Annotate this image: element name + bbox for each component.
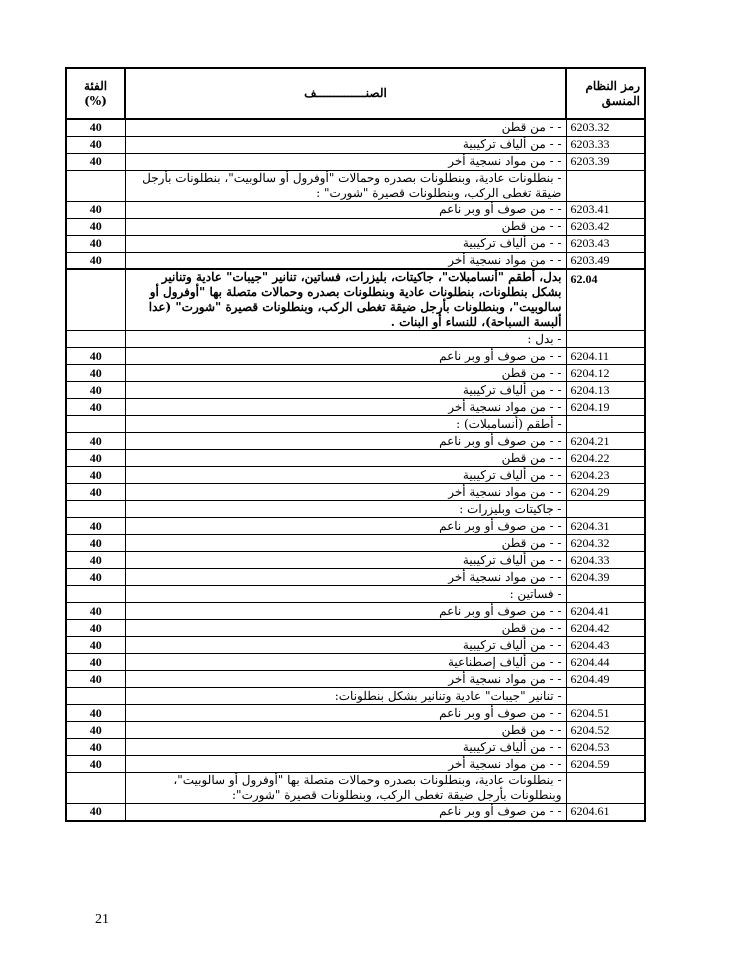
rate-cell [66,688,125,705]
hs-code-cell [566,586,645,603]
rate-cell [66,331,125,348]
header-description: الصنــــــــــــــف [125,68,566,119]
hs-code-cell [566,688,645,705]
hs-code-cell: 6204.44 [566,654,645,671]
description-cell: - - من مواد نسجية أخر [125,756,566,773]
table-row [66,671,645,688]
rate-cell [66,269,125,331]
rate-cell [66,501,125,518]
table-header-row [66,68,645,119]
description-cell: - بنطلونات عادية، وبنطلونات بصدره وحمالات متصلة بها "أوفرول أو سالوبيت"، وبنطلونات بأرجل ضيقة تغطى الركب، وبنطلونات قصيرة "شورت": [125,773,566,804]
description-cell: - - من ألياف تركيبية [125,467,566,484]
subheading-row [66,688,645,705]
table-row [66,119,645,136]
description-cell: - - من صوف أو وبر ناعم [125,603,566,620]
rate-cell [66,773,125,804]
header-code [566,68,645,119]
rate-cell: 40 [66,136,125,153]
rate-cell: 40 [66,518,125,535]
rate-cell: 40 [66,705,125,722]
rate-cell [66,170,125,201]
description-cell: - - من صوف أو وبر ناعم [125,348,566,365]
hs-code-cell: 6204.31 [566,518,645,535]
hs-code-cell: 6204.33 [566,552,645,569]
description-cell: - فساتين : [125,586,566,603]
rate-cell: 40 [66,739,125,756]
hs-code-cell: 6203.33 [566,136,645,153]
table-row [66,569,645,586]
hs-code-cell: 6204.19 [566,399,645,416]
hs-code-cell: 6204.32 [566,535,645,552]
hs-code-cell: 6204.13 [566,382,645,399]
rate-cell: 40 [66,450,125,467]
subheading-row [66,773,645,804]
table-body [66,119,645,821]
table-row [66,218,645,235]
rate-cell: 40 [66,569,125,586]
rate-cell: 40 [66,153,125,170]
hs-code-cell [566,331,645,348]
description-cell: - - من ألياف تركيبية [125,552,566,569]
table-row [66,518,645,535]
hs-code-cell: 6204.43 [566,637,645,654]
rate-cell: 40 [66,119,125,136]
table-row [66,722,645,739]
hs-code-cell: 6204.41 [566,603,645,620]
description-cell: بدل، أطقم "أنسامبلات"، جاكيتات، بليزرات، فساتين، تنانير "جيبات" عادية وتنانير بشكل بنطلونات، بنطلونات عادية وبنطلونات بصدره وحمالات متصلة بها "أوفرول أو سالوبيت"، وبنطلونات بأرجل ضيقة تغطى الركب، وبنطلونات قصيرة "شورت" (عدا ألبسة السباحة)، للنساء أو البنات . [125,269,566,331]
description-cell: - - من قطن [125,450,566,467]
header-code-line2: المنسق [601,93,640,108]
description-cell: - - من ألياف تركيبية [125,235,566,252]
hs-code-cell: 6204.29 [566,484,645,501]
hs-code-cell [566,501,645,518]
hs-code-cell: 6204.23 [566,467,645,484]
rate-cell: 40 [66,399,125,416]
table-row [66,382,645,399]
hs-code-cell: 6204.21 [566,433,645,450]
description-cell: - جاكيتات وبليزرات : [125,501,566,518]
description-cell: - - من صوف أو وبر ناعم [125,705,566,722]
table-row [66,739,645,756]
rate-cell: 40 [66,535,125,552]
table-row [66,365,645,382]
hs-code-cell: 6204.61 [566,804,645,821]
hs-code-cell: 6203.41 [566,201,645,218]
rate-cell: 40 [66,467,125,484]
rate-cell: 40 [66,637,125,654]
hs-code-cell: 6203.43 [566,235,645,252]
table-row [66,637,645,654]
rate-cell: 40 [66,484,125,501]
table-row [66,654,645,671]
hs-code-cell: 6204.53 [566,739,645,756]
subheading-row [66,170,645,201]
description-cell: - - من قطن [125,722,566,739]
description-cell: - - من مواد نسجية أخر [125,569,566,586]
table-row [66,620,645,637]
rate-cell: 40 [66,365,125,382]
hs-code-cell: 6203.42 [566,218,645,235]
header-code-line1: رمز النظام [585,78,640,93]
description-cell: - - من قطن [125,218,566,235]
hs-code-cell [566,170,645,201]
rate-cell: 40 [66,756,125,773]
rate-cell: 40 [66,603,125,620]
description-cell: - بنطلونات عادية، وبنطلونات بصدره وحمالات "أوفرول أو سالوبيت"، بنطلونات بأرجل ضيقة تغطى الركب، وبنطلونات قصيرة "شورت" : [125,170,566,201]
rate-cell: 40 [66,804,125,821]
description-cell: - أطقم (أنسامبلات) : [125,416,566,433]
rate-cell: 40 [66,552,125,569]
table-row [66,804,645,821]
subheading-row [66,586,645,603]
table-row [66,399,645,416]
rate-cell [66,416,125,433]
table-row [66,252,645,269]
hs-code-cell: 6204.51 [566,705,645,722]
rate-cell: 40 [66,433,125,450]
table-row [66,756,645,773]
table-row [66,552,645,569]
rate-cell: 40 [66,620,125,637]
description-cell: - - من ألياف تركيبية [125,136,566,153]
hs-code-cell: 6204.12 [566,365,645,382]
tariff-table [65,67,646,822]
subheading-row [66,501,645,518]
heading-row [66,269,645,331]
header-rate-line2: (%) [84,93,107,108]
hs-code-cell [566,416,645,433]
table-row [66,433,645,450]
header-rate [66,68,125,119]
description-cell: - - من قطن [125,119,566,136]
table-row [66,603,645,620]
rate-cell: 40 [66,252,125,269]
rate-cell: 40 [66,722,125,739]
hs-code-cell: 6203.32 [566,119,645,136]
description-cell: - - من صوف أو وبر ناعم [125,201,566,218]
description-cell: - - من قطن [125,535,566,552]
description-cell: - - من مواد نسجية أخر [125,399,566,416]
table-row [66,348,645,365]
description-cell: - - من ألياف تركيبية [125,739,566,756]
table-row [66,136,645,153]
table-row [66,450,645,467]
table-row [66,467,645,484]
rate-cell: 40 [66,348,125,365]
table-row [66,705,645,722]
description-cell: - تنانير "جيبات" عادية وتنانير بشكل بنطلونات: [125,688,566,705]
description-cell: - - من قطن [125,365,566,382]
description-cell: - - من ألياف إصطناعية [125,654,566,671]
description-cell: - - من ألياف تركيبية [125,637,566,654]
rate-cell: 40 [66,201,125,218]
table-row [66,201,645,218]
hs-code-cell: 6203.49 [566,252,645,269]
hs-code-cell: 6204.11 [566,348,645,365]
rate-cell [66,586,125,603]
rate-cell: 40 [66,671,125,688]
hs-code-cell: 6204.49 [566,671,645,688]
description-cell: - - من مواد نسجية أخر [125,484,566,501]
table-row [66,235,645,252]
hs-code-cell: 62.04 [566,269,645,331]
description-cell: - - من صوف أو وبر ناعم [125,804,566,821]
hs-code-cell [566,773,645,804]
page-number: 21 [95,912,109,927]
hs-code-cell: 6204.42 [566,620,645,637]
description-cell: - - من قطن [125,620,566,637]
hs-code-cell: 6204.22 [566,450,645,467]
hs-code-cell: 6204.52 [566,722,645,739]
description-cell: - - من ألياف تركيبية [125,382,566,399]
subheading-row [66,331,645,348]
description-cell: - - من مواد نسجية أخر [125,671,566,688]
hs-code-cell: 6204.59 [566,756,645,773]
hs-code-cell: 6203.39 [566,153,645,170]
subheading-row [66,416,645,433]
description-cell: - - من مواد نسجية أخر [125,153,566,170]
hs-code-cell: 6204.39 [566,569,645,586]
rate-cell: 40 [66,382,125,399]
rate-cell: 40 [66,235,125,252]
rate-cell: 40 [66,654,125,671]
description-cell: - - من صوف أو وبر ناعم [125,433,566,450]
description-cell: - بدل : [125,331,566,348]
table-row [66,535,645,552]
table-row [66,153,645,170]
header-rate-line1: الفئة [83,78,108,93]
table-row [66,484,645,501]
rate-cell: 40 [66,218,125,235]
description-cell: - - من صوف أو وبر ناعم [125,518,566,535]
description-cell: - - من مواد نسجية أخر [125,252,566,269]
